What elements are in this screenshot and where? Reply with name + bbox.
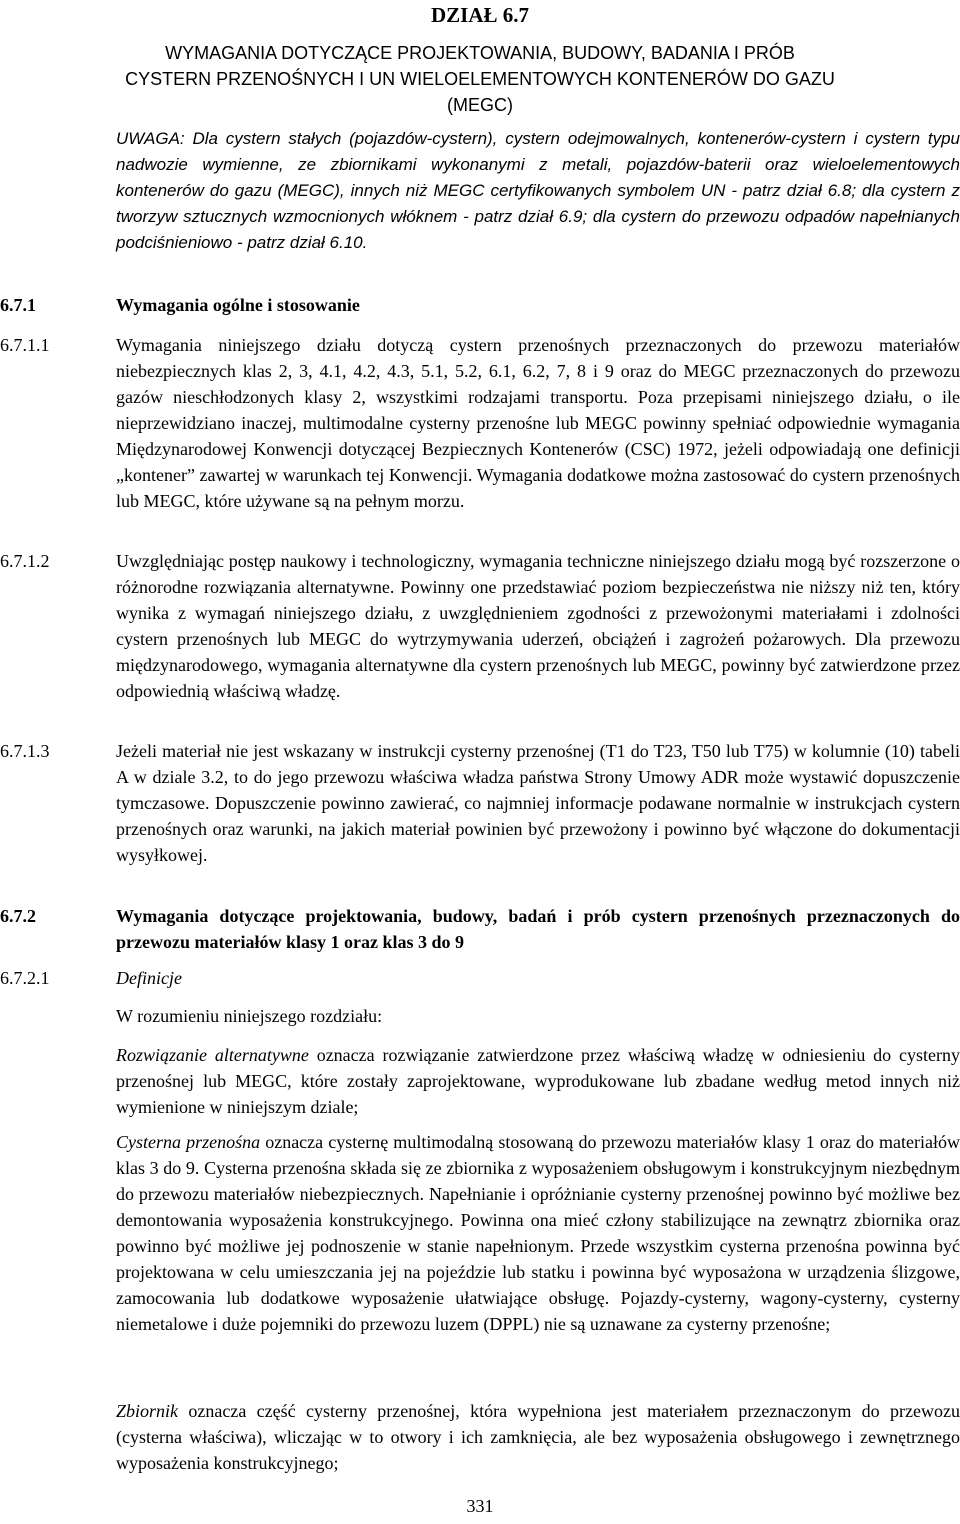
section-number: 6.7.1 [0, 295, 36, 315]
definitions-intro: W rozumieniu niniejszego rozdziału: [116, 1006, 383, 1026]
definition-term: Rozwiązanie alternatywne [116, 1045, 309, 1065]
page-number: 331 [466, 1496, 494, 1516]
definition-portable-tank [116, 1129, 960, 1337]
definition-text: oznacza rozwiązanie zatwierdzone przez właściwą władzę w odniesieniu do cysterny przenośnej lub MEGC, które zostały zaprojektowane, wyprodukowane lub zbadane według metod innych niż wymienione w niniejszym dziale; [116, 1045, 960, 1117]
section-title: Wymagania ogólne i stosowanie [116, 295, 360, 315]
section-number: 6.7.2 [0, 906, 36, 926]
definition-text: oznacza cysternę multimodalną stosowaną do przewozu materiałów klasy 1 oraz do materiałów klas 3 do 9. Cysterna przenośna składa się ze zbiornika z wyposażeniem obsługowym i konstrukcyjnym niezbędnym do przewozu materiałów niebezpiecznych. Napełnianie i opróżnianie cysterny przenośnej powinno być możliwe bez demontowania wyposażenia konstrukcyjnego. Powinna ona mieć człony stabilizujące na zewnątrz zbiornika oraz powinno być możliwe jej podnoszenie w stanie napełnionym. Przede wszystkim cysterna przenośna powinna być projektowana w celu umieszczania jej na pojeździe lub statku i powinna być wyposażona w urządzenia ślizgowe, zamocowania lub dodatkowe wyposażenie ułatwiające obsługę. Pojazdy-cysterny, wagony-cysterny, cysterny niemetalowe i duże pojemniki do przewozu luzem (DPPL) nie są uznawane za cysterny przenośne; [116, 1132, 960, 1334]
section-number: 6.7.2.1 [0, 968, 50, 988]
section-number: 6.7.1.3 [0, 741, 50, 761]
section-title: Definicje [116, 968, 182, 988]
definition-term: Cysterna przenośna [116, 1132, 261, 1152]
definition-term: Zbiornik [116, 1401, 179, 1421]
section-number: 6.7.1.2 [0, 551, 50, 571]
chapter-heading: DZIAŁ 6.7 [430, 3, 530, 27]
section-title: Wymagania dotyczące projektowania, budowy, badań i prób cystern przenośnych przeznaczonych do przewozu materiałów klasy 1 oraz klas 3 do 9 [116, 906, 960, 952]
section-text: Wymagania niniejszego działu dotyczą cystern przenośnych przeznaczonych do przewozu materiałów niebezpiecznych klas 2, 3, 4.1, 4.2, 4.3, 5.1, 5.2, 6.1, 6.2, 7, 8 i 9 oraz do MEGC przeznaczonych do przewozu gazów nieschłodzonych klasy 2, wszystkimi rodzajami transportu. Poza przepisami niniejszego działu, o ile nieprzewidziano inaczej, multimodalne cysterny przenośne lub MEGC powinny spełniać odpowiednie wymagania Międzynarodowej Konwencji dotyczącej Bezpiecznych Kontenerów (CSC) 1972, jeżeli odpowiadają one definicji „kontener” zawartej w warunkach tej Konwencji. Wymagania dodatkowe można zastosować do cystern przenośnych lub MEGC, które używane są na pełnym morzu. [116, 335, 960, 511]
section-text: Uwzględniając postęp naukowy i technologiczny, wymagania techniczne niniejszego działu mogą być rozszerzone o różnorodne rozwiązania alternatywne. Powinny one przedstawiać poziom bezpieczeństwa nie niższy niż ten, który wynika z wymagań niniejszego działu, z uwzględnieniem zgodności z przewożonymi materiałami i zdolności cystern przenośnych lub MEGC do wytrzymywania uderzeń, obciążeń i zagrożeń pożarowych. Dla przewozu międzynarodowego, wymagania alternatywne dla cystern przenośnych lub MEGC, powinny być zatwierdzone przez odpowiednią właściwą władzę. [116, 551, 960, 701]
definition-text: oznacza część cysterny przenośnej, która wypełniona jest materiałem przeznaczonym do przewozu (cysterna właściwa), wliczając w to otwory i ich zamknięcia, ale bez wyposażenia obsługowego i zewnętrznego wyposażenia konstrukcyjnego; [116, 1401, 960, 1473]
chapter-title: WYMAGANIA DOTYCZĄCE PROJEKTOWANIA, BUDOWY, BADANIA I PRÓB CYSTERN PRZENOŚNYCH I UN WIELOELEMENTOWYCH KONTENERÓW DO GAZU (MEGC) [125, 43, 835, 115]
definition-shell [116, 1398, 960, 1476]
note-paragraph: UWAGA: Dla cystern stałych (pojazdów-cystern), cystern odejmowalnych, kontenerów-cystern i cystern typu nadwozie wymienne, ze zbiornikami wykonanymi z metali, pojazdów-baterii oraz wieloelementowych kontenerów do gazu (MEGC), innych niż MEGC certyfikowanych symbolem UN - patrz dział 6.8; dla cystern z tworzyw sztucznych wzmocnionych włóknem - patrz dział 6.9; dla cystern do przewozu odpadów napełnianych podciśnieniowo - patrz dział 6.10. [116, 129, 960, 252]
definition-alternative-solution [116, 1042, 960, 1120]
section-text: Jeżeli materiał nie jest wskazany w instrukcji cysterny przenośnej (T1 do T23, T50 lub T75) w kolumnie (10) tabeli A w dziale 3.2, to do jego przewozu właściwa władza państwa Strony Umowy ADR może wystawić dopuszczenie tymczasowe. Dopuszczenie powinno zawierać, co najmniej informacje podawane normalnie w instrukcjach cystern przenośnych oraz warunki, na jakich materiał powinien być przewożony i powinno być włączone do dokumentacji wysyłkowej. [116, 741, 960, 865]
section-number: 6.7.1.1 [0, 335, 50, 355]
